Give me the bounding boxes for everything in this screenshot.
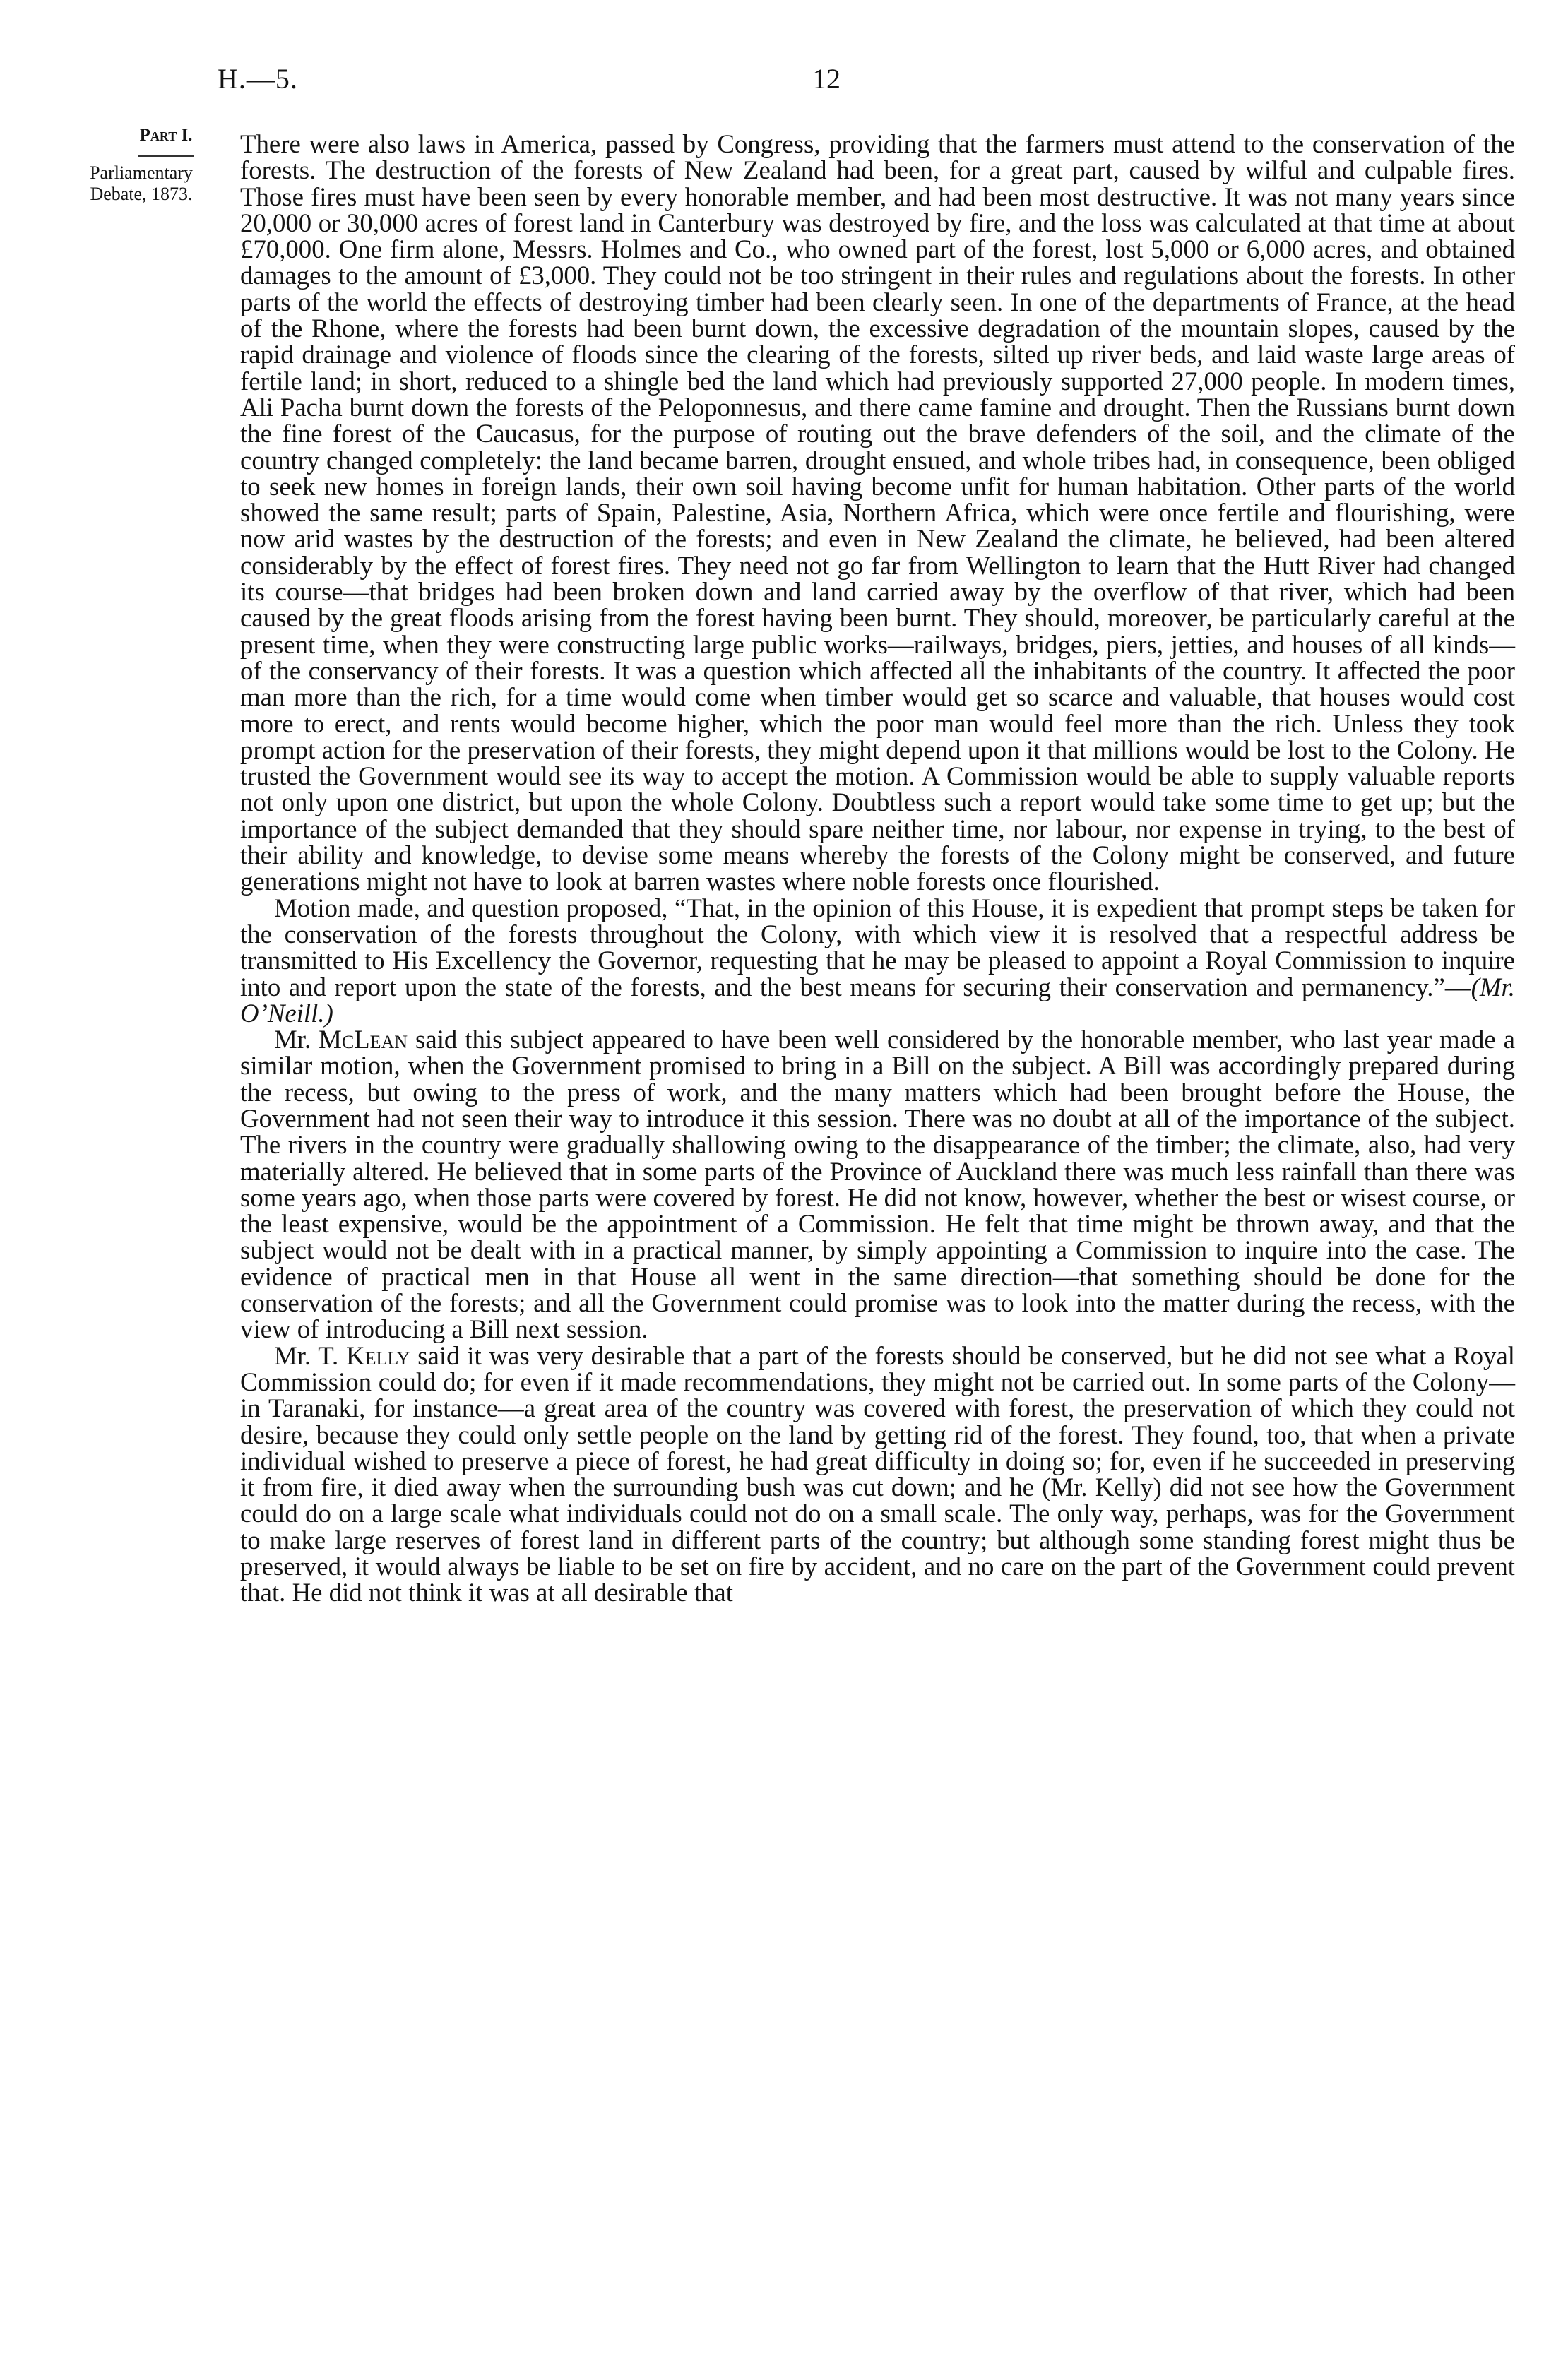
document-code: H.—5. xyxy=(218,63,298,95)
speech-text: said it was very desirable that a part of the forests should be conserved, but he did not see what a Royal Commission could do; for even if it made recommendations, they might not be carried out. In some parts of the Colony—in Taranaki, for instance—a great area of the country was covered with forest, the preservation of which they could not desire, because they could only settle people on the land by getting rid of the forest. They found, too, that when a private individual wished to preserve a piece of forest, he had great difficulty in doing so; for, even if he succeeded in preserving it from fire, it died away when the surrounding bush was cut down; and he (Mr. Kelly) did not see how the Government could do on a large scale what individuals could not do on a small scale. The only way, perhaps, was for the Government to make large reserves of forest land in different parts of the country; but although some standing forest might thus be preserved, it would always be liable to be set on fire by accident, and no care on the part of the Government could prevent that. He did not think it was at all desirable that xyxy=(240,1340,1515,1607)
margin-rule xyxy=(138,155,194,157)
speech-text: said this subject appeared to have been well considered by the honorable member, who last year made a similar motion, when the Government promised to bring in a Bill on the subject. A Bill was accordingly prepared during the recess, but owing to the press of work, and the many matters which had been brought before the House, the Government had not seen their way to introduce it this session. There was no doubt at all of the importance of the subject. The rivers in the country were gradually shallowing owing to the disappearance of the timber; the climate, also, had very materially altered. He believed that in some parts of the Province of Auckland there was much less rainfall than there was some years ago, when those parts were covered by forest. He did not know, however, whether the best or wisest course, or the least expensive, would be the appointment of a Commission. He felt that time might be thrown away, and that the subject would not be dealt with in a practical manner, by simply appointing a Commission to inquire into the case. The evidence of practical men in that House all went in the same direction—that something should be done for the conservation of the forests; and all the Government could promise was to look into the matter during the recess, with the view of introducing a Bill next session. xyxy=(240,1025,1515,1344)
margin-note xyxy=(57,126,226,205)
paragraph-opening xyxy=(240,131,1515,895)
page-number: 12 xyxy=(812,63,841,95)
motion-attribution: (Mr. O’Neill.) xyxy=(240,972,1515,1028)
paragraph-speech-kelly xyxy=(240,1340,1515,1607)
speaker-prefix: Mr. xyxy=(274,1025,319,1054)
paragraph-speech-mclean xyxy=(240,1026,1515,1343)
body-text xyxy=(240,131,1515,1606)
speaker-name: McLean xyxy=(319,1025,408,1054)
paragraph-text: There were also laws in America, passed by Congress, providing that the farmers must attend to the conservation of the forests. The destruction of the forests of New Zealand had been, for a great part, caused by wilful and culpable fires. Those fires must have been seen by every honorable member, and had been most destructive. It was not many years since 20,000 or 30,000 acres of forest land in Canterbury was destroyed by fire, and the loss was calculated at that time at about £70,000. One firm alone, Messrs. Holmes and Co., who owned part of the forest, lost 5,000 or 6,000 acres, and obtained damages to the amount of £3,000. They could not be too stringent in their rules and regulations about the forests. In other parts of the world the effects of destroying timber had been clearly seen. In one of the departments of France, at the head of the Rhone, where the forests had been burnt down, the excessive degradation of the mountain slopes, caused by the rapid drainage and violence of floods since the clearing of the forests, silted up river beds, and laid waste large areas of fertile land; in short, reduced to a shingle bed the land which had previously supported 27,000 people. In modern times, Ali Pacha burnt down the forests of the Peloponnesus, and there came famine and drought. Then the Russians burnt down the fine forest of the Caucasus, for the purpose of routing out the brave defenders of the soil, and the climate of the country changed completely: the land became barren, drought ensued, and whole tribes had, in consequence, been obliged to seek new homes in foreign lands, their own soil having become unfit for human habitation. Other parts of the world showed the same result; parts of Spain, Palestine, Asia, Northern Africa, which were once fertile and flourishing, were now arid wastes by the destruction of the forests; and even in New Zealand the climate, he believed, had been altered considerably by the effect of forest fires. They need not go far from Wellington to learn that the Hutt River had changed its course—that bridges had been broken down and land carried away by the overflow of that river, which had been caused by the great floods arising from the forest having been burnt. They should, moreover, be particularly careful at the present time, when they were constructing large public works—railways, bridges, piers, jetties, and houses of all kinds—of the conservancy of their forests. It was a question which affected all the inhabitants of the country. It affected the poor man more than the rich, for a time would come when timber would get so scarce and valuable, that houses would cost more to erect, and rents would become higher, which the poor man would feel more than the rich. Unless they took prompt action for the preservation of their forests, they might depend upon it that millions would be lost to the Colony. He trusted the Government would see its way to accept the motion. A Commission would be able to supply valuable reports not only upon one district, but upon the whole Colony. Doubtless such a report would take some time to get up; but the importance of the subject demanded that they should spare neither time, nor labour, nor expense in trying, to the best of their ability and knowledge, to devise some means whereby the forests of the Colony might be conserved, and future generations might not have to look at barren wastes where noble forests once flourished. xyxy=(240,129,1515,896)
paragraph-motion xyxy=(240,895,1515,1026)
side-note-line-1: Parliamentary xyxy=(90,162,193,183)
motion-text: Motion made, and question proposed, “That, in the opinion of this House, it is expedient that prompt steps be taken for the conservation of the forests throughout the Colony, with which view it is resolved that a respectful address be transmitted to His Excellency the Governor, requesting that he may be pleased to appoint a Royal Commission to inquire into and report upon the state of the forests, and the best means for securing their conservation and permanency.”— xyxy=(240,893,1515,1001)
speaker-name: Kelly xyxy=(346,1340,410,1370)
page-header xyxy=(0,62,1568,105)
speaker-prefix: Mr. T. xyxy=(274,1340,346,1370)
part-label: Part I. xyxy=(139,126,193,145)
side-note-line-2: Debate, 1873. xyxy=(90,184,193,204)
